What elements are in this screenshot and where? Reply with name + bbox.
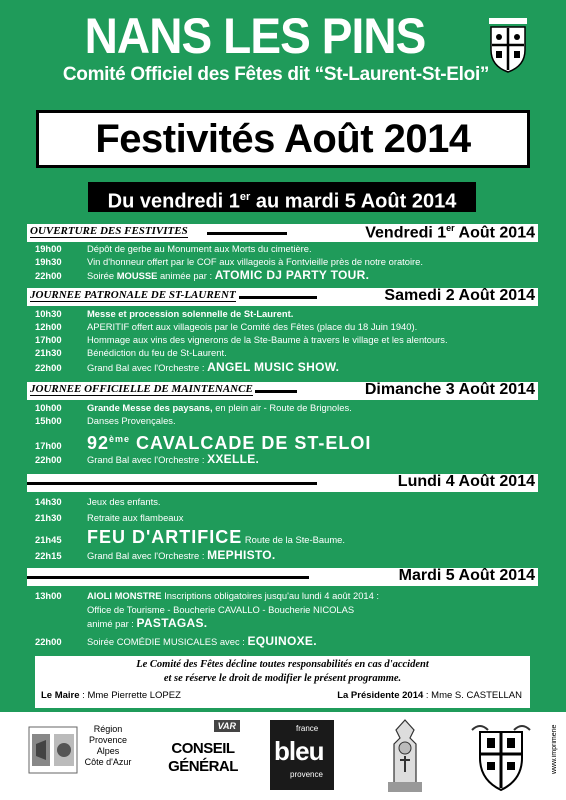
list-item: 15h00 Danses Provençales. (35, 415, 176, 426)
day-tag: OUVERTURE DES FESTIVITES (30, 225, 188, 237)
disclaimer-line-1: Le Comité des Fêtes décline toutes responsabilités en cas d'accident (136, 659, 429, 670)
list-item: 14h30 Jeux des enfants. (35, 496, 161, 507)
day-header-saturday (27, 288, 538, 306)
presidente-signature: La Présidente 2014 : Mme S. CASTELLAN (337, 690, 522, 701)
france-bleu-logo: france bleu provence (270, 720, 334, 790)
divider (239, 296, 317, 299)
list-item: 17h00 92ème CAVALCADE DE ST-ELOI (35, 433, 372, 453)
date-range-sup: er (239, 191, 251, 203)
list-item: 12h00 APERITIF offert aux villageois par le Comité des Fêtes (place du 18 Juin 1940). (35, 321, 418, 332)
list-item: Office de Tourisme - Boucherie CAVALLO - Boucherie NICOLAS (87, 604, 355, 615)
list-item: animé par : PASTAGAS. (87, 616, 208, 630)
page-title: NANS LES PINS (84, 8, 426, 64)
page-subtitle: Comité Officiel des Fêtes dit “St-Laurent-St-Eloi” (62, 64, 490, 85)
day-tag: JOURNEE PATRONALE DE ST-LAURENT (30, 289, 236, 301)
region-paca-label: Région Provence Alpes Côte d'Azur (84, 724, 132, 767)
list-item: 22h00 Grand Bal avec l'Orchestre : XXELLE. (35, 452, 260, 466)
coat-of-arms-icon (485, 18, 531, 74)
list-item: 17h00 Hommage aux vins des vignerons de la Ste-Baume à travers le village et les alentours. (35, 334, 448, 345)
coat-of-arms-icon (470, 718, 532, 794)
sponsor-logos (0, 712, 566, 800)
day-title: Vendredi 1er Août 2014 (365, 223, 535, 242)
list-item: 22h00 Soirée COMÉDIE MUSICALES avec : EQUINOXE. (35, 634, 317, 648)
disclaimer-box (35, 656, 530, 708)
day-header-monday (27, 474, 538, 492)
date-range-end: au mardi 5 Août 2014 (250, 190, 457, 213)
saint-statue-icon (370, 716, 440, 796)
disclaimer-line-2: et se réserve le droit de modifier le présent programme. (163, 673, 402, 684)
day-title: Mardi 5 Août 2014 (398, 567, 535, 584)
list-item: 19h00 Dépôt de gerbe au Monument aux Morts du cimetière. (35, 243, 312, 254)
var-badge: VAR (214, 720, 240, 732)
day-title: Lundi 4 Août 2014 (397, 473, 535, 490)
conseil-general-logo: VAR CONSEIL GÉNÉRAL (158, 720, 248, 790)
date-range-banner (88, 182, 476, 212)
list-item: 22h00 Grand Bal avec l'Orchestre : ANGEL MUSIC SHOW. (35, 360, 340, 374)
main-banner: Festivités Août 2014 (36, 110, 530, 168)
day-header-sunday (27, 382, 538, 400)
day-title: Dimanche 3 Août 2014 (364, 381, 535, 398)
list-item: 10h00 Grande Messe des paysans, en plein air - Route de Brignoles. (35, 402, 352, 413)
day-header-friday (27, 224, 538, 242)
maire-signature: Le Maire : Mme Pierrette LOPEZ (41, 690, 181, 701)
printer-credit: www.imprimerie (551, 724, 558, 774)
list-item: 22h15 Grand Bal avec l'Orchestre : MEPHISTO. (35, 548, 276, 562)
list-item: 22h00 Soirée MOUSSE animée par : ATOMIC DJ PARTY TOUR. (35, 268, 370, 282)
divider (27, 576, 309, 579)
list-item: 10h30 Messe et procession solennelle de St-Laurent. (35, 308, 294, 319)
list-item: 21h30 Retraite aux flambeaux (35, 512, 184, 523)
divider (255, 390, 297, 393)
date-range-start: Du vendredi 1 (107, 190, 240, 213)
divider (27, 482, 317, 485)
region-paca-icon (28, 726, 78, 774)
day-title: Samedi 2 Août 2014 (384, 287, 535, 304)
list-item: 21h30 Bénédiction du feu de St-Laurent. (35, 347, 227, 358)
day-header-tuesday (27, 568, 538, 586)
list-item: 19h30 Vin d'honneur offert par le COF aux villageois à Fontvieille près de notre oratoire. (35, 256, 424, 267)
day-tag: JOURNEE OFFICIELLE DE MAINTENANCE (30, 383, 253, 395)
list-item: 21h45 FEU D'ARTIFICE Route de la Ste-Baume. (35, 527, 345, 547)
list-item: 13h00 AIOLI MONSTRE Inscriptions obligatoires jusqu'au lundi 4 août 2014 : (35, 590, 380, 601)
divider (207, 232, 287, 235)
